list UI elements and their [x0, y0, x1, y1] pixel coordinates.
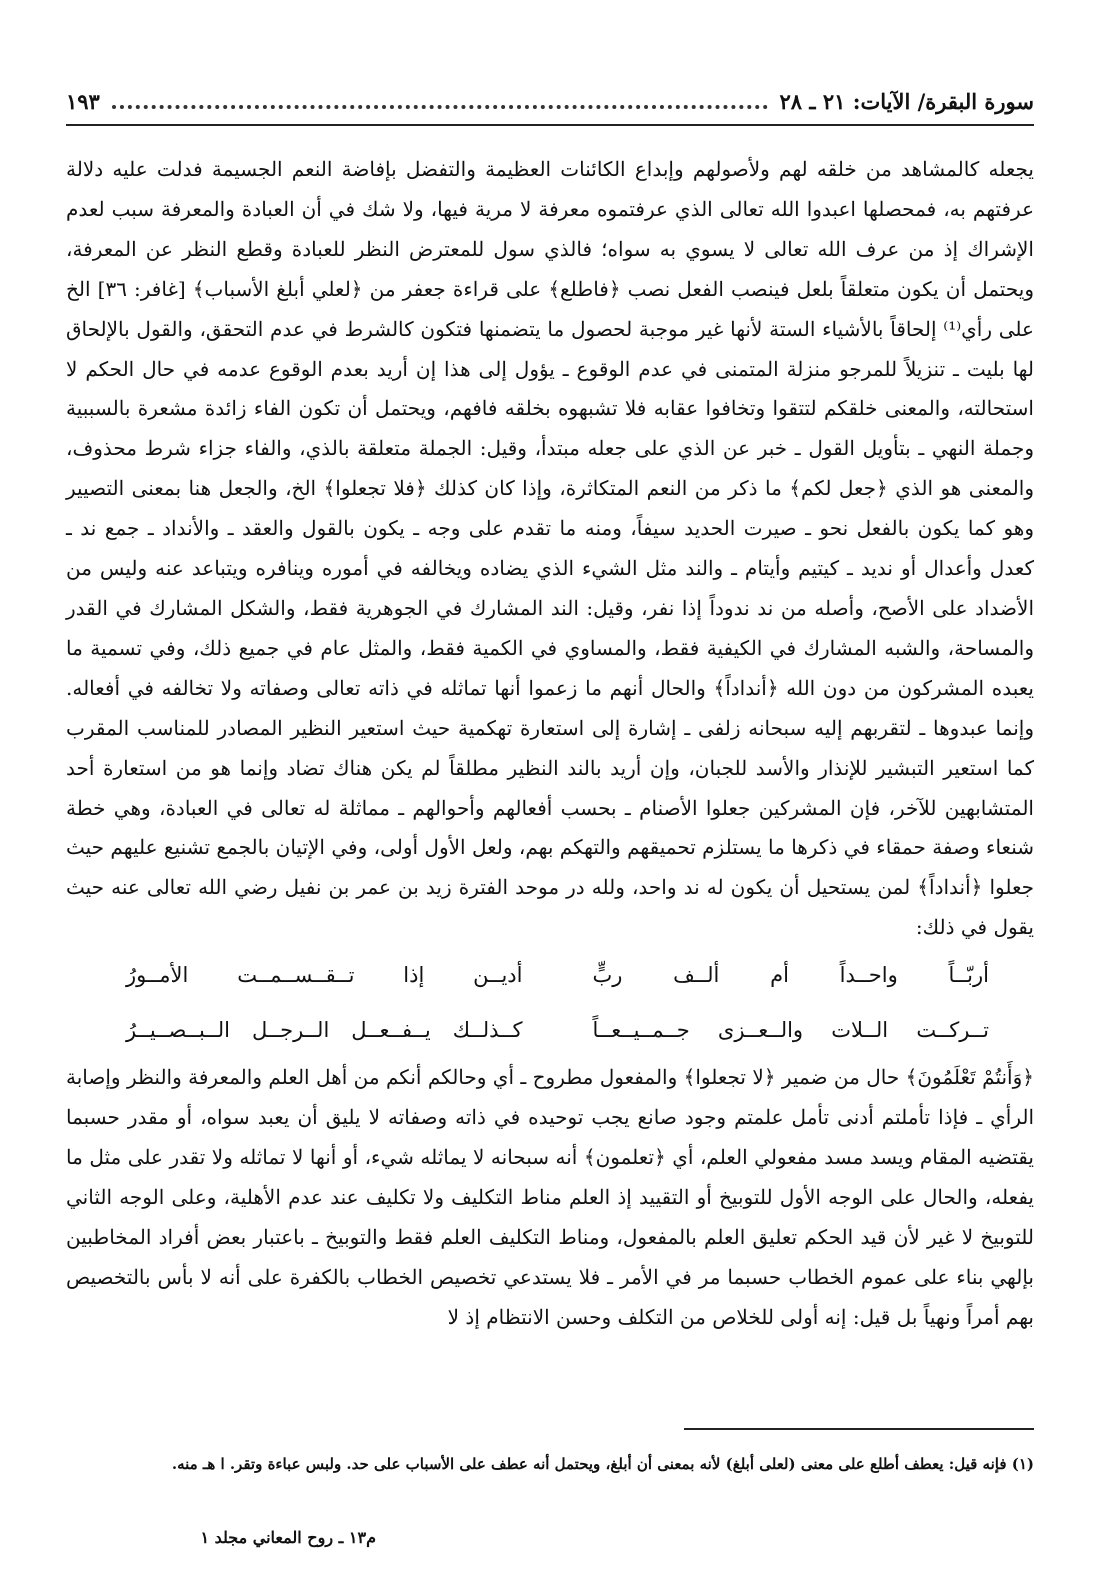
poem-line-1-first-hemistich: أربّــاً واحــداً أم ألــف ربٍّ — [592, 963, 989, 988]
main-text — [66, 150, 1034, 1337]
footnote-separator — [684, 1428, 1034, 1430]
body-paragraph-2: ﴿وَأَنتُمْ تَعْلَمُونَ﴾ حال من ضمير ﴿لا تجعلوا﴾ والمفعول مطروح ـ أي وحالكم أنكم من أهل العلم والمعرفة والنظر وإصابة الرأي ـ فإذا تأملتم أدنى تأمل علمتم وجود صانع يجب توحيده في ذاته وصفاته لا يليق أن يعبد سواه، أو مقدر حسبما يقتضيه المقام ويسد مسد مفعولي العلم، أي ﴿تعلمون﴾ أنه سبحانه لا يماثله شيء، أو أنها لا تماثله ولا تقدر على مثل ما يفعله، والحال على الوجه الأول للتوبيخ أو التقييد إذ العلم مناط التكليف ولا تكليف عند عدم الأهلية، وعلى الوجه الثاني للتوبيخ لا غير لأن قيد الحكم تعليق العلم بالمفعول، ومناط التكليف العلم فقط والتوبيخ ـ باعتبار بعض أفراد المخاطبين بإلهي بناء على عموم الخطاب حسبما مر في الأمر ـ فلا يستدعي تخصيص الخطاب بالكفرة على أنه لا بأس بالتخصيص بهم أمراً ونهياً بل قيل: إنه أولى للخلاص من التكلف وحسن الانتظام إذ لا — [66, 1065, 1034, 1329]
signature-line: م١٣ ـ روح المعاني مجلد ١ — [200, 1528, 376, 1547]
page-number: ١٩٣ — [66, 88, 100, 114]
poem-line-1-second-hemistich: أديــن إذا تــقــســمــت الأمــورُ — [126, 963, 523, 988]
header-dot-leader — [112, 93, 768, 109]
running-header — [66, 86, 1034, 116]
header-rule — [66, 124, 1034, 126]
poem-verses — [66, 948, 1034, 1058]
body-paragraph-1: يجعله كالمشاهد من خلقه لهم ولأصولهم وإبداع الكائنات العظيمة والتفضل بإفاضة النعم الجسيمة فدلت عليه دلالة عرفتهم به، فمحصلها اعبدوا الله تعالى الذي عرفتموه معرفة لا مرية فيها، ولا شك في أن العبادة والمعرفة سبب لعدم الإشراك إذ من عرف الله تعالى لا يسوي به سواه؛ فالذي سول للمعترض النظر للعبادة وقطع النظر عن المعرفة، ويحتمل أن يكون متعلقاً بلعل فينصب الفعل نصب ﴿فاطلع﴾ على قراءة جعفر من ﴿لعلي أبلغ الأسباب﴾ [غافر: ٣٦] الخ على رأي⁽¹⁾ إلحاقاً بالأشياء الستة لأنها غير موجبة لحصول ما يتضمنها فتكون كالشرط في عدم التحقق، والقول بالإلحاق لها بليت ـ تنزيلاً للمرجو منزلة المتمنى في عدم الوقوع ـ يؤول إلى هذا إن أريد بعدم الوقوع عدمه في حال الحكم لا استحالته، والمعنى خلقكم لتتقوا وتخافوا عقابه فلا تشبهوه بخلقه فافهم، ويحتمل أن تكون الفاء زائدة مشعرة بالسببية وجملة النهي ـ بتأويل القول ـ خبر عن الذي على جعله مبتدأ، وقيل: الجملة متعلقة بالذي، والفاء جزاء شرط محذوف، والمعنى هو الذي ﴿جعل لكم﴾ ما ذكر من النعم المتكاثرة، وإذا كان كذلك ﴿فلا تجعلوا﴾ الخ، والجعل هنا بمعنى التصيير وهو كما يكون بالفعل نحو ـ صيرت الحديد سيفاً، ومنه ما تقدم على وجه ـ يكون بالقول والعقد ـ والأنداد ـ جمع ند ـ كعدل وأعدال أو نديد ـ كيتيم وأيتام ـ والند مثل الشيء الذي يضاده ويخالفه في أموره وينافره ويتباعد عنه وليس من الأضداد على الأصح، وأصله من ند ندوداً إذا نفر، وقيل: الند المشارك في الجوهرية فقط، والشكل المشارك في القدر والمساحة، والشبه المشارك في الكيفية فقط، والمساوي في الكمية فقط، والمثل عام في جميع ذلك، وفي تسمية ما يعبده المشركون من دون الله ﴿أنداداً﴾ والحال أنهم ما زعموا أنها تماثله في ذاته تعالى وصفاته ولا تخالفه في أفعاله. وإنما عبدوها ـ لتقربهم إليه سبحانه زلفى ـ إشارة إلى استعارة تهكمية حيث استعير النظير المصادر للمناسب المقرب كما استعير التبشير للإنذار والأسد للجبان، وإن أريد بالند النظير مطلقاً لم يكن هناك تضاد وإنما هو من استعارة أحد المتشابهين للآخر، فإن المشركين جعلوا الأصنام ـ بحسب أفعالهم وأحوالهم ـ مماثلة له تعالى في العبادة، وهي خطة شنعاء وصفة حمقاء في ذكرها ما يستلزم تحميقهم والتهكم بهم، ولعل الأول أولى، وفي الإتيان بالجمع تشنيع عليهم حيث جعلوا ﴿أنداداً﴾ لمن يستحيل أن يكون له ند واحد، ولله در موحد الفترة زيد بن عمر بن نفيل رضي الله تعالى عنه حيث يقول في ذلك: — [66, 157, 1035, 940]
header-title: سورة البقرة/ الآيات: ٢١ ـ ٢٨ — [779, 88, 1034, 114]
poem-line-2-second-hemistich: كــذلــك يــفــعــل الــرجــل الــبــصــيــرُ — [126, 1018, 523, 1043]
footnote: (١) فإنه قيل: يعطف أطلع على معنى (لعلى أبلغ) لأنه بمعنى أن أبلغ، ويحتمل أنه عطف على الأسباب على حد. ولبس عباءة وتقر. ا هـ منه. — [171, 1455, 1034, 1473]
poem-line-2-first-hemistich: تــركــت الــلات والــعــزى جــمــيــعــاً — [592, 1018, 989, 1043]
